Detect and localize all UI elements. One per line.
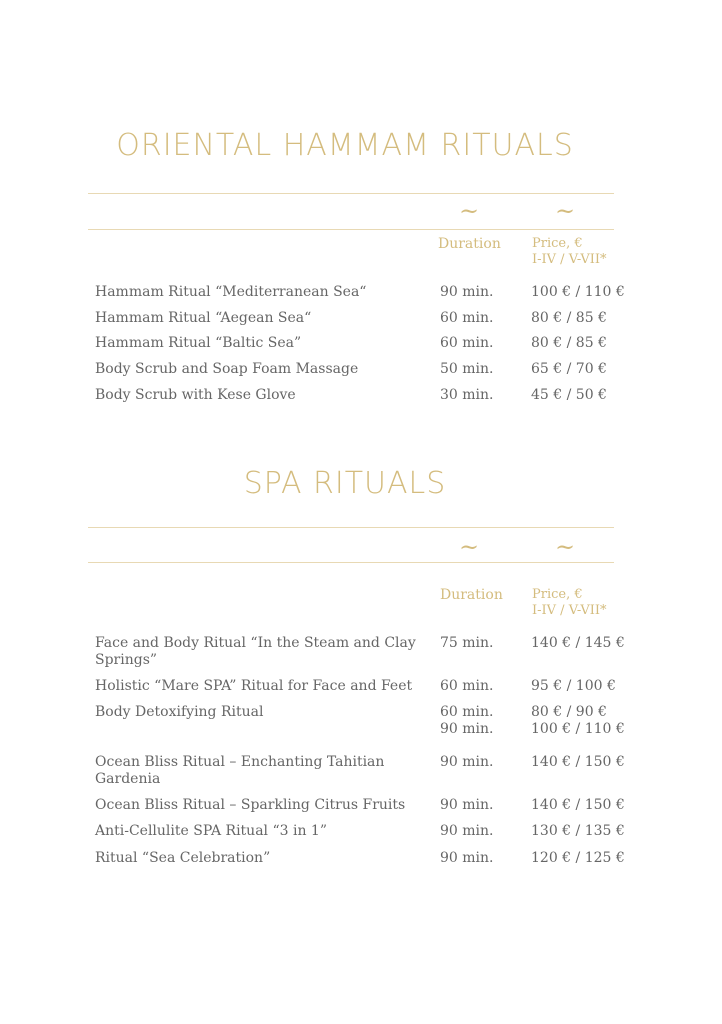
item-price: 80 € / 85 € (531, 335, 607, 351)
item-name: Hammam Ritual “Mediterranean Sea“ (95, 284, 367, 300)
item-price: 100 € / 110 € (531, 284, 625, 300)
item-duration: 90 min. (440, 797, 494, 813)
item-duration-1: 60 min. (440, 704, 494, 720)
item-name: Ocean Bliss Ritual – Sparkling Citrus Fruits (95, 797, 406, 813)
divider-top (88, 527, 614, 528)
section-title-spa: SPA RITUALS (243, 466, 447, 501)
item-name-line2: Gardenia (95, 771, 161, 787)
item-price: 140 € / 145 € (531, 635, 625, 651)
item-duration: 90 min. (440, 823, 494, 839)
item-price-2: 100 € / 110 € (531, 721, 625, 737)
item-name-line1: Ocean Bliss Ritual – Enchanting Tahitian (95, 754, 385, 770)
tilde-ornament-duration: ~ (459, 197, 480, 225)
item-duration: 50 min. (440, 361, 494, 377)
item-duration: 75 min. (440, 635, 494, 651)
item-price: 140 € / 150 € (531, 797, 625, 813)
section-title-hammam: ORIENTAL HAMMAM RITUALS (116, 128, 574, 163)
header-price (532, 587, 607, 619)
tilde-ornament-price: ~ (555, 197, 576, 225)
item-price-1: 80 € / 90 € (531, 704, 607, 720)
item-duration: 30 min. (440, 387, 494, 403)
item-duration: 60 min. (440, 335, 494, 351)
item-name: Body Scrub and Soap Foam Massage (95, 361, 359, 377)
header-price-line2: I-IV / V-VII* (532, 252, 607, 267)
item-name: Ritual “Sea Celebration” (95, 850, 271, 866)
item-duration-2: 90 min. (440, 721, 494, 737)
item-price: 65 € / 70 € (531, 361, 607, 377)
divider-top (88, 193, 614, 194)
item-duration: 90 min. (440, 754, 494, 770)
header-duration: Duration (440, 587, 503, 603)
item-price: 140 € / 150 € (531, 754, 625, 770)
item-duration: 60 min. (440, 310, 494, 326)
item-name-line1: Face and Body Ritual “In the Steam and Clay (95, 635, 416, 651)
item-price: 130 € / 135 € (531, 823, 625, 839)
tilde-ornament-duration: ~ (459, 533, 480, 561)
item-duration: 90 min. (440, 850, 494, 866)
item-name (95, 754, 430, 788)
header-price (532, 236, 607, 268)
tilde-ornament-price: ~ (555, 533, 576, 561)
header-duration: Duration (438, 236, 501, 252)
item-duration (440, 704, 520, 738)
header-price-line2: I-IV / V-VII* (532, 603, 607, 618)
item-price: 45 € / 50 € (531, 387, 607, 403)
item-duration: 90 min. (440, 284, 494, 300)
item-price: 120 € / 125 € (531, 850, 625, 866)
item-name: Body Detoxifying Ritual (95, 704, 264, 720)
item-price: 95 € / 100 € (531, 678, 616, 694)
item-name (95, 635, 430, 669)
header-price-line1: Price, € (532, 236, 583, 251)
item-duration: 60 min. (440, 678, 494, 694)
item-name: Hammam Ritual “Aegean Sea“ (95, 310, 312, 326)
divider-bottom (88, 562, 614, 563)
item-name: Anti-Cellulite SPA Ritual “3 in 1” (95, 823, 327, 839)
divider-bottom (88, 229, 614, 230)
item-price (531, 704, 641, 738)
item-name: Holistic “Mare SPA” Ritual for Face and Feet (95, 678, 413, 694)
header-price-line1: Price, € (532, 587, 583, 602)
item-name-line2: Springs” (95, 652, 158, 668)
item-price: 80 € / 85 € (531, 310, 607, 326)
item-name: Hammam Ritual “Baltic Sea” (95, 335, 302, 351)
item-name: Body Scrub with Kese Glove (95, 387, 296, 403)
